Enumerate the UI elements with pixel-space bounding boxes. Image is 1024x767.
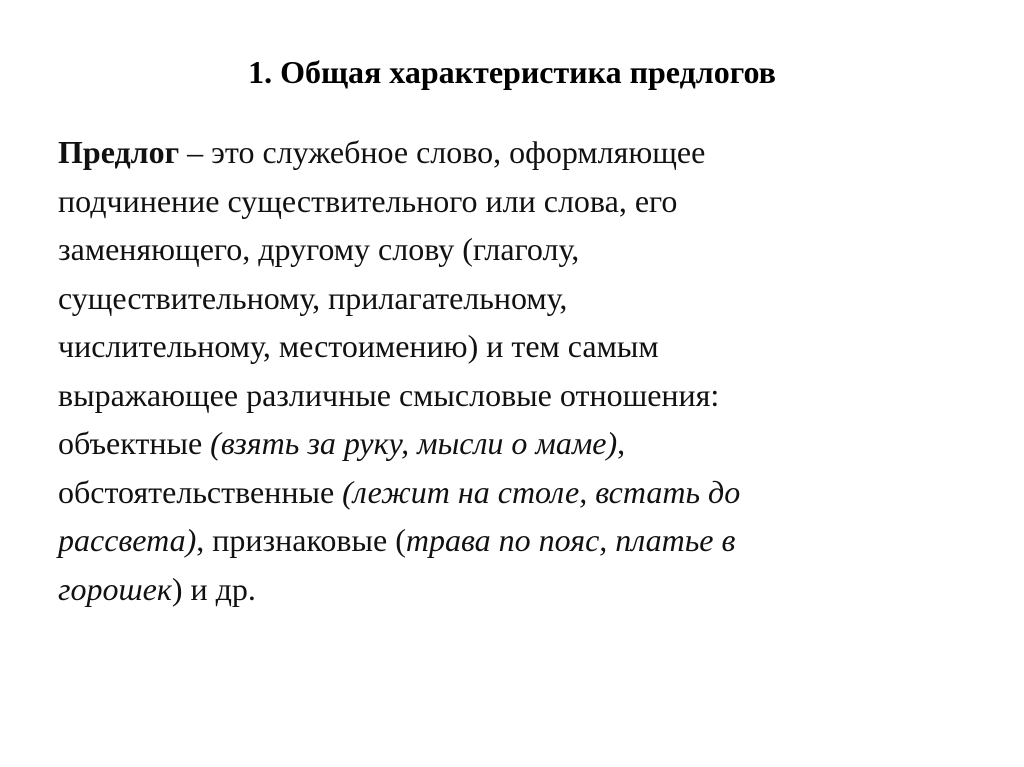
paragraph-line-7 bbox=[58, 419, 958, 468]
line-9-text: , признаковые ( bbox=[196, 522, 406, 558]
example-circumstantial-end: рассвета) bbox=[58, 522, 197, 558]
line-8-text: обстоятельственные bbox=[58, 473, 343, 510]
example-circumstantial: (лежит на столе, встать до bbox=[342, 473, 741, 510]
paragraph-line-3: заменяющего, другому слову (глаголу, bbox=[58, 231, 580, 267]
line-7-text: объектные bbox=[58, 425, 211, 461]
definition-paragraph bbox=[58, 128, 958, 613]
example-attributive-end: горошек bbox=[58, 570, 172, 607]
example-attributive: трава по пояс, платье в bbox=[405, 522, 736, 558]
line-7-comma: , bbox=[617, 425, 626, 461]
example-object: (взять за руку, мысли о маме) bbox=[210, 425, 618, 461]
paragraph-line-4: существительному, прилагательному, bbox=[58, 279, 568, 316]
line-10-text: ) и др. bbox=[171, 570, 256, 607]
paragraph-line-9 bbox=[58, 516, 958, 565]
paragraph-line-10 bbox=[58, 565, 958, 614]
line-1-text: – это служебное слово, оформляющее bbox=[179, 134, 706, 170]
paragraph-line-8 bbox=[58, 468, 958, 517]
slide-title: 1. Общая характеристика предлогов bbox=[248, 54, 776, 90]
paragraph-line-2: подчинение существительного или слова, его bbox=[58, 182, 678, 219]
paragraph-line-6: выражающее различные смысловые отношения: bbox=[58, 376, 720, 413]
paragraph-line-1 bbox=[58, 128, 958, 177]
term-predlog: Предлог bbox=[58, 134, 180, 170]
paragraph-line-5: числительному, местоимению) и тем самым bbox=[58, 328, 659, 364]
